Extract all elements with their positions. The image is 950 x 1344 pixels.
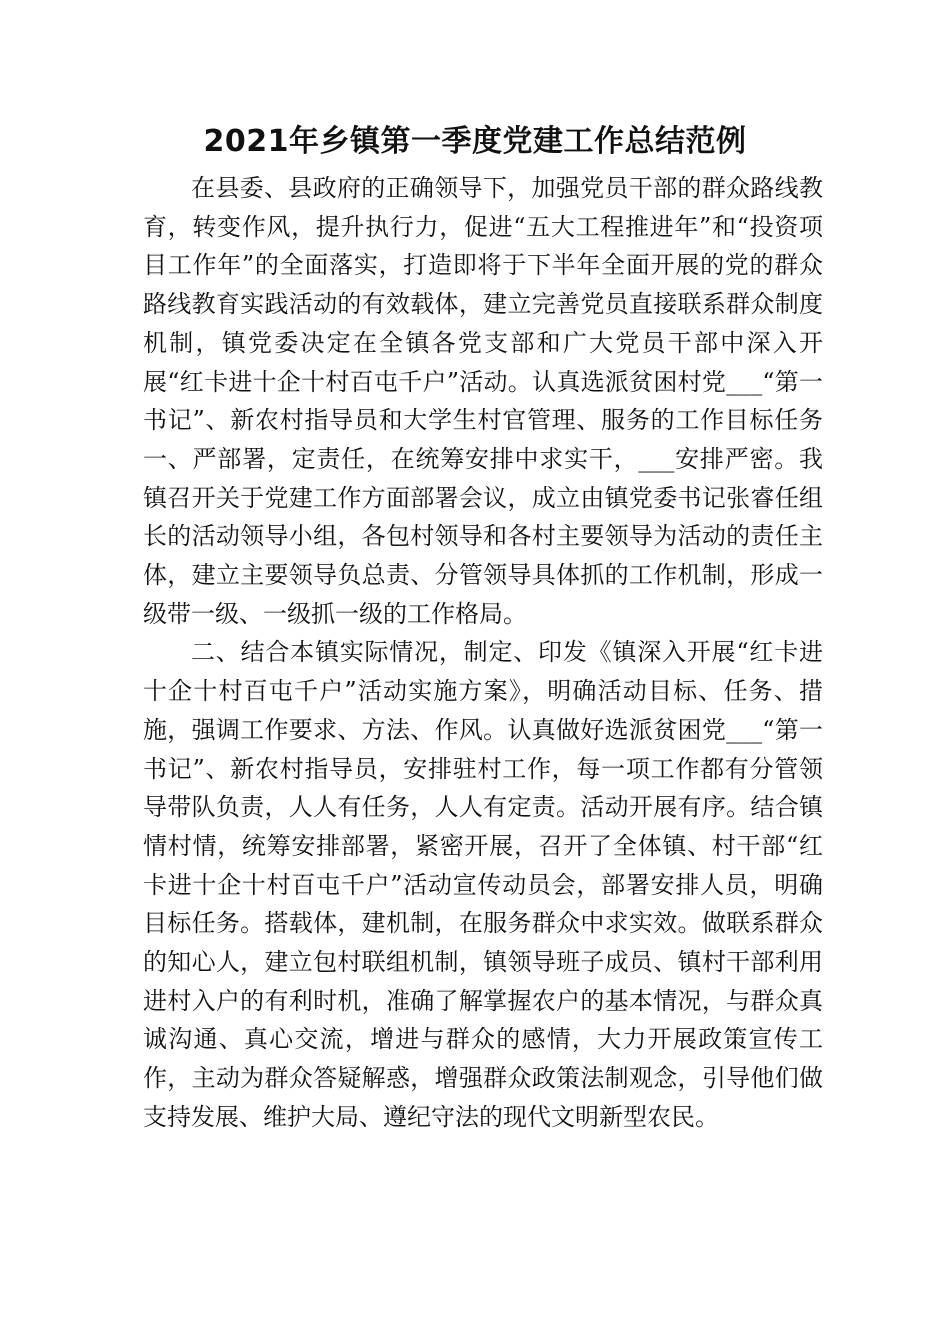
document-body — [143, 169, 823, 1137]
paragraph-2: 二、结合本镇实际情况，制定、印发《镇深入开展“红卡进十企十村百屯千户”活动实施方案》，明确活动目标、任务、措施，强调工作要求、方法、作风。认真做好选派贫困党___“第一书记”、新农村指导员，安排驻村工作，每一项工作都有分管领导带队负责，人人有任务，人人有定责。活动开展有序。结合镇情村情，统筹安排部署，紧密开展，召开了全体镇、村干部“红卡进十企十村百屯千户”活动宣传动员会，部署安排人员，明确目标任务。搭载体，建机制，在服务群众中求实效。做联系群众的知心人，建立包村联组机制，镇领导班子成员、镇村干部利用进村入户的有利时机，准确了解掌握农户的基本情况，与群众真诚沟通、真心交流，增进与群众的感情，大力开展政策宣传工作，主动为群众答疑解惑，增强群众政策法制观念，引导他们做支持发展、维护大局、遵纪守法的现代文明新型农民。 — [143, 638, 823, 1131]
paragraph-1: 在县委、县政府的正确领导下，加强党员干部的群众路线教育，转变作风，提升执行力，促进“五大工程推进年”和“投资项目工作年”的全面落实，打造即将于下半年全面开展的党的群众路线教育实践活动的有效载体，建立完善党员直接联系群众制度机制，镇党委决定在全镇各党支部和广大党员干部中深入开展“红卡进十企十村百屯千户”活动。认真选派贫困村党___“第一书记”、新农村指导员和大学生村官管理、服务的工作目标任务 一、严部署，定责任，在统筹安排中求实干，___安排严密。我镇召开关于党建工作方面部署会议，成立由镇党委书记张睿任组长的活动领导小组，各包村领导和各村主要领导为活动的责任主体，建立主要领导负总责、分管领导具体抓的工作机制，形成一级带一级、一级抓一级的工作格局。 — [143, 174, 823, 628]
document-title: 2021年乡镇第一季度党建工作总结范例 — [203, 124, 747, 159]
